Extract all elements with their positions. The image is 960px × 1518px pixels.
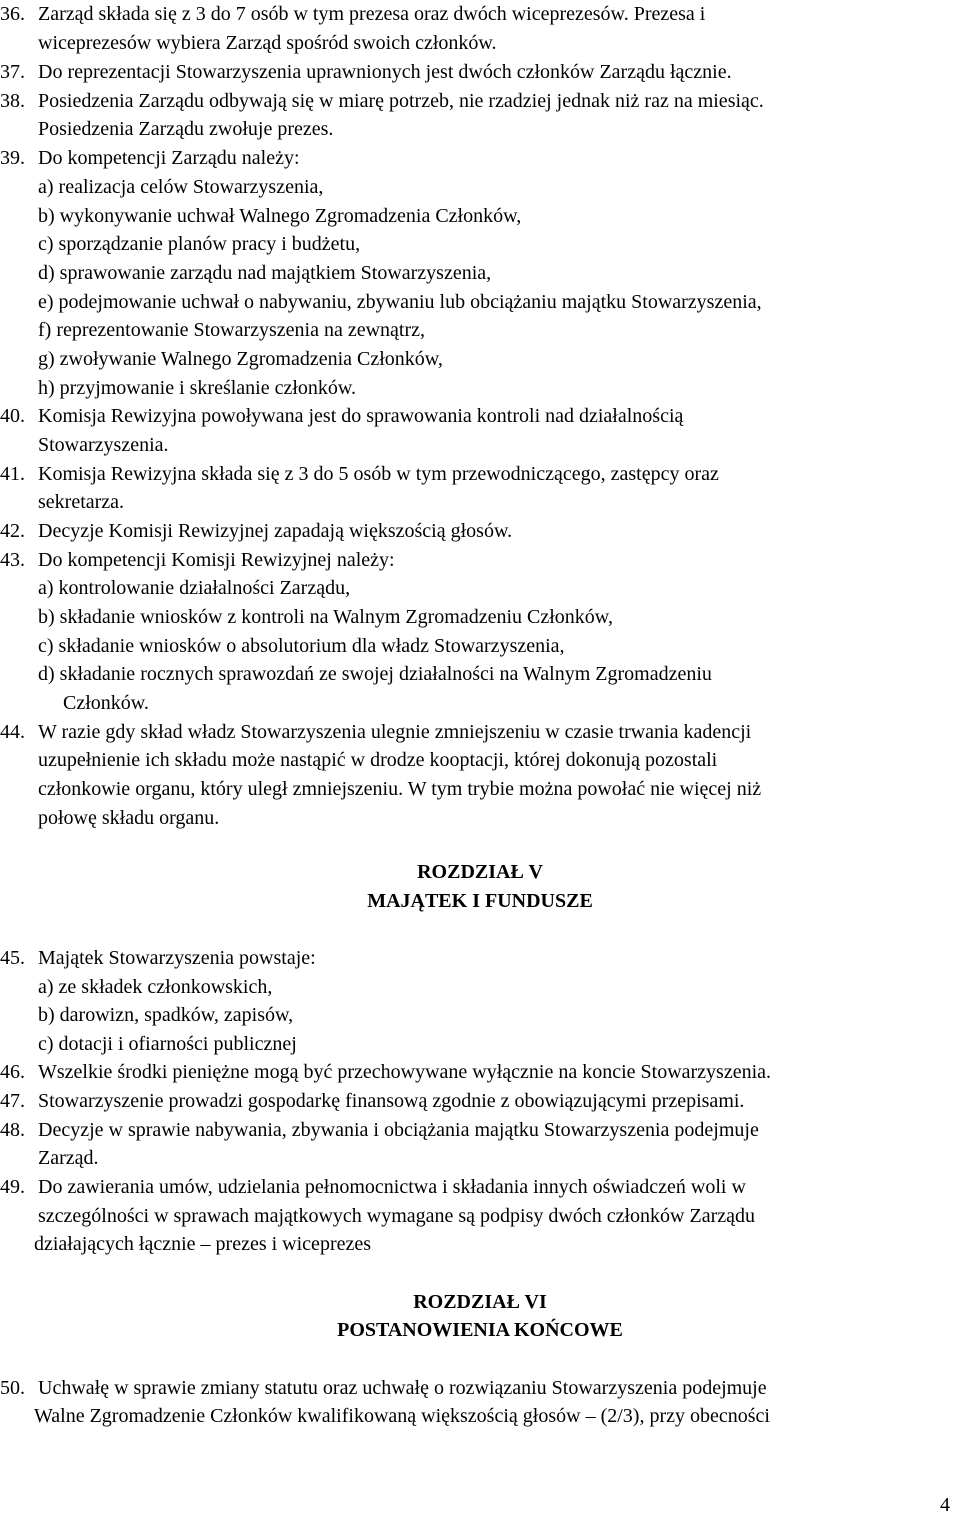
paragraph-text: Wszelkie środki pieniężne mogą być przechowywane wyłącznie na koncie Stowarzyszenia. — [38, 1061, 772, 1083]
paragraph-number: 50. — [0, 1377, 25, 1399]
paragraph-text: Do zawierania umów, udzielania pełnomocnictwa i składania innych oświadczeń woli w — [38, 1176, 746, 1198]
paragraph-number: 44. — [0, 721, 25, 743]
paragraph-number: 45. — [0, 947, 25, 969]
paragraph-49 — [0, 1175, 746, 1199]
list-item: h) przyjmowanie i skreślanie członków. — [38, 377, 357, 399]
paragraph-number: 38. — [0, 90, 25, 112]
chapter-subtitle: POSTANOWIENIA KOŃCOWE — [337, 1319, 623, 1341]
paragraph-text: Komisja Rewizyjna składa się z 3 do 5 osób w tym przewodniczącego, zastępcy oraz — [38, 463, 719, 485]
paragraph-text: W razie gdy skład władz Stowarzyszenia ulegnie zmniejszeniu w czasie trwania kadencji — [38, 721, 752, 743]
paragraph-39 — [0, 146, 300, 170]
paragraph-37 — [0, 60, 732, 84]
paragraph-text: Komisja Rewizyjna powoływana jest do sprawowania kontroli nad działalnością — [38, 405, 684, 427]
list-item: b) wykonywanie uchwał Walnego Zgromadzenia Członków, — [38, 205, 522, 227]
list-item: e) podejmowanie uchwał o nabywaniu, zbywaniu lub obciążaniu majątku Stowarzyszenia, — [38, 291, 762, 313]
list-item: f) reprezentowanie Stowarzyszenia na zewnątrz, — [38, 319, 426, 341]
list-item-continuation: Członków. — [63, 692, 149, 714]
list-item: c) składanie wniosków o absolutorium dla władz Stowarzyszenia, — [38, 635, 565, 657]
paragraph-line: sekretarza. — [38, 491, 125, 513]
list-item: a) ze składek członkowskich, — [38, 976, 273, 998]
list-item: b) składanie wniosków z kontroli na Walnym Zgromadzeniu Członków, — [38, 606, 613, 628]
paragraph-number: 47. — [0, 1090, 25, 1112]
paragraph-41 — [0, 462, 719, 486]
list-item: c) dotacji i ofiarności publicznej — [38, 1033, 297, 1055]
paragraph-line: Posiedzenia Zarządu zwołuje prezes. — [38, 118, 334, 140]
paragraph-text: Do kompetencji Zarządu należy: — [38, 147, 300, 169]
paragraph-text: Majątek Stowarzyszenia powstaje: — [38, 947, 316, 969]
paragraph-43 — [0, 548, 395, 572]
paragraph-47 — [0, 1089, 744, 1113]
paragraph-number: 39. — [0, 147, 25, 169]
paragraph-line: połowę składu organu. — [38, 807, 220, 829]
paragraph-text: Stowarzyszenie prowadzi gospodarkę finansową zgodnie z obowiązującymi przepisami. — [38, 1090, 745, 1112]
paragraph-number: 49. — [0, 1176, 25, 1198]
paragraph-text: Uchwałę w sprawie zmiany statutu oraz uchwałę o rozwiązaniu Stowarzyszenia podejmuje — [38, 1377, 767, 1399]
paragraph-42 — [0, 519, 512, 543]
list-item: d) sprawowanie zarządu nad majątkiem Stowarzyszenia, — [38, 262, 492, 284]
paragraph-45 — [0, 946, 316, 970]
list-item: a) kontrolowanie działalności Zarządu, — [38, 577, 351, 599]
paragraph-line: wiceprezesów wybiera Zarząd spośród swoich członków. — [38, 32, 497, 54]
paragraph-number: 43. — [0, 549, 25, 571]
paragraph-line: członkowie organu, który uległ zmniejszeniu. W tym trybie można powołać nie więcej niż — [38, 778, 762, 800]
paragraph-number: 36. — [0, 3, 25, 25]
paragraph-text: Posiedzenia Zarządu odbywają się w miarę potrzeb, nie rzadziej jednak niż raz na miesiąc. — [38, 90, 764, 112]
paragraph-number: 42. — [0, 520, 25, 542]
paragraph-44 — [0, 720, 751, 744]
paragraph-40 — [0, 404, 683, 428]
paragraph-48 — [0, 1118, 759, 1142]
paragraph-text: Do kompetencji Komisji Rewizyjnej należy: — [38, 549, 395, 571]
list-item: c) sporządzanie planów pracy i budżetu, — [38, 233, 361, 255]
paragraph-line: Zarząd. — [38, 1147, 99, 1169]
paragraph-text: Do reprezentacji Stowarzyszenia uprawnionych jest dwóch członków Zarządu łącznie. — [38, 61, 732, 83]
paragraph-number: 48. — [0, 1119, 25, 1141]
paragraph-line: Walne Zgromadzenie Członków kwalifikowaną większością głosów – (2/3), przy obecności — [34, 1405, 770, 1427]
paragraph-number: 46. — [0, 1061, 25, 1083]
paragraph-line: działających łącznie – prezes i wiceprezes — [34, 1233, 372, 1255]
list-item: g) zwoływanie Walnego Zgromadzenia Członków, — [38, 348, 443, 370]
paragraph-text: Zarząd składa się z 3 do 7 osób w tym prezesa oraz dwóch wiceprezesów. Prezesa i — [38, 3, 706, 25]
list-item: b) darowizn, spadków, zapisów, — [38, 1004, 294, 1026]
page-number: 4 — [940, 1494, 950, 1516]
paragraph-line: szczególności w sprawach majątkowych wymagane są podpisy dwóch członków Zarządu — [38, 1205, 755, 1227]
paragraph-38 — [0, 89, 764, 113]
paragraph-50 — [0, 1376, 767, 1400]
paragraph-line: Stowarzyszenia. — [38, 434, 169, 456]
paragraph-number: 41. — [0, 463, 25, 485]
paragraph-number: 37. — [0, 61, 25, 83]
chapter-title: ROZDZIAŁ V — [417, 861, 543, 883]
paragraph-line: uzupełnienie ich składu może nastąpić w drodze kooptacji, której dokonują pozostali — [38, 749, 718, 771]
list-item: d) składanie rocznych sprawozdań ze swojej działalności na Walnym Zgromadzeniu — [38, 663, 712, 685]
paragraph-text: Decyzje Komisji Rewizyjnej zapadają większością głosów. — [38, 520, 513, 542]
list-item: a) realizacja celów Stowarzyszenia, — [38, 176, 324, 198]
chapter-subtitle: MAJĄTEK I FUNDUSZE — [367, 890, 593, 912]
paragraph-36 — [0, 2, 705, 26]
chapter-title: ROZDZIAŁ VI — [413, 1291, 547, 1313]
paragraph-text: Decyzje w sprawie nabywania, zbywania i obciążania majątku Stowarzyszenia podejmuje — [38, 1119, 759, 1141]
paragraph-46 — [0, 1060, 771, 1084]
paragraph-number: 40. — [0, 405, 25, 427]
